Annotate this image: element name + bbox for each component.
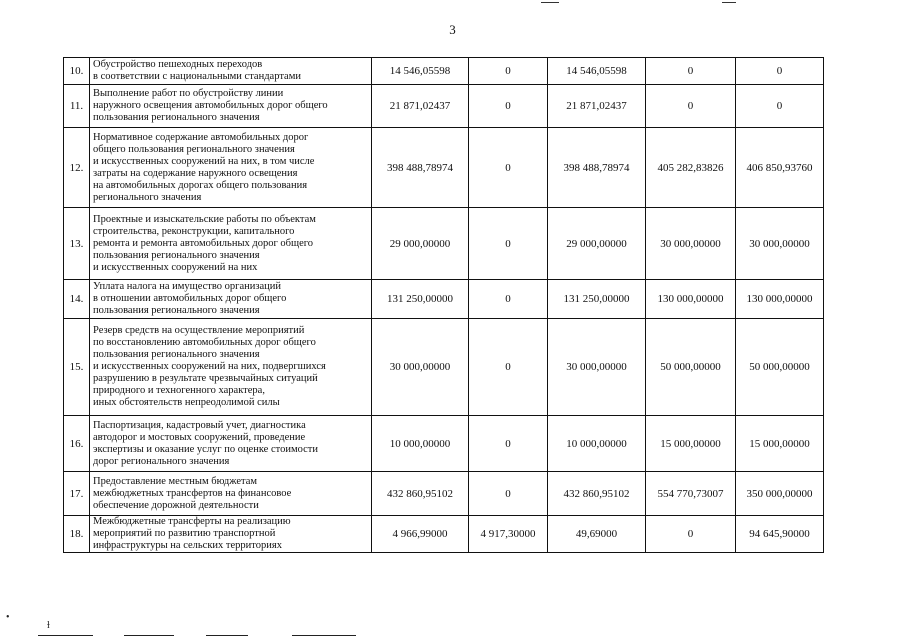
row-number: 18. [64, 516, 90, 553]
description-line: по восстановлению автомобильных дорог общего [93, 337, 316, 348]
page-number: 3 [449, 22, 456, 37]
budget-table [63, 57, 824, 553]
description-line: в отношении автомобильных дорог общего [93, 293, 287, 304]
amount-cell: 554 770,73007 [646, 472, 736, 516]
description-line: экспертизы и оказание услуг по оценке стоимости [93, 443, 318, 455]
row-number: 16. [64, 416, 90, 472]
table-row [64, 128, 824, 208]
description-line: пользования регионального значения [93, 112, 260, 123]
description-line: Межбюджетные трансферты на реализацию [93, 516, 291, 527]
amount-cell: 10 000,00000 [372, 416, 469, 472]
amount-cell: 432 860,95102 [372, 472, 469, 516]
amount-cell: 50 000,00000 [736, 319, 824, 416]
row-description [90, 208, 372, 280]
amount-cell: 0 [469, 319, 548, 416]
table-row [64, 416, 824, 472]
amount-cell: 0 [646, 85, 736, 128]
description-line: Обустройство пешеходных переходов [93, 59, 263, 70]
description-line: наружного освещения автомобильных дорог общего [93, 100, 328, 111]
table-row [64, 85, 824, 128]
description-line: Нормативное содержание автомобильных дорог [93, 131, 309, 143]
amount-cell: 0 [469, 128, 548, 208]
description-line: Уплата налога на имущество организаций [93, 281, 282, 292]
amount-cell: 30 000,00000 [548, 319, 646, 416]
top-dash-right [722, 2, 736, 3]
description-line: и искусственных сооружений на них [93, 261, 258, 273]
row-description [90, 85, 372, 128]
description-line: регионального значения [93, 191, 202, 203]
description-line: автодорог и мостовых сооружений, проведение [93, 431, 306, 443]
row-description [90, 416, 372, 472]
description-line: обеспечение дорожной деятельности [93, 499, 259, 511]
amount-cell: 0 [736, 85, 824, 128]
description-line: дорог регионального значения [93, 455, 230, 467]
description-line: Резерв средств на осуществление мероприятий [93, 325, 305, 336]
amount-cell: 49,69000 [548, 516, 646, 553]
row-description [90, 319, 372, 416]
description-line: общего пользования регионального значения [93, 143, 295, 155]
row-number: 12. [64, 128, 90, 208]
amount-cell: 50 000,00000 [646, 319, 736, 416]
row-number: 11. [64, 85, 90, 128]
amount-cell: 398 488,78974 [372, 128, 469, 208]
amount-cell: 14 546,05598 [548, 58, 646, 85]
amount-cell: 432 860,95102 [548, 472, 646, 516]
description-line: затраты на содержание наружного освещения [93, 167, 298, 179]
row-number: 10. [64, 58, 90, 85]
description-line: инфраструктуры на сельских территориях [93, 540, 282, 551]
amount-cell: 0 [469, 416, 548, 472]
amount-cell: 30 000,00000 [736, 208, 824, 280]
amount-cell: 14 546,05598 [372, 58, 469, 85]
amount-cell: 130 000,00000 [736, 280, 824, 319]
description-line: ремонта и ремонта автомобильных дорог общего [93, 237, 314, 249]
amount-cell: 94 645,90000 [736, 516, 824, 553]
amount-cell: 30 000,00000 [372, 319, 469, 416]
amount-cell: 29 000,00000 [548, 208, 646, 280]
amount-cell: 131 250,00000 [372, 280, 469, 319]
table-row [64, 208, 824, 280]
row-number: 14. [64, 280, 90, 319]
footer-line [206, 635, 248, 636]
corner-mark: ɫ [47, 620, 50, 631]
amount-cell: 15 000,00000 [646, 416, 736, 472]
amount-cell: 0 [646, 516, 736, 553]
description-line: и искусственных сооружений на них, в том числе [93, 155, 315, 167]
amount-cell: 130 000,00000 [646, 280, 736, 319]
amount-cell: 4 966,99000 [372, 516, 469, 553]
amount-cell: 21 871,02437 [548, 85, 646, 128]
amount-cell: 4 917,30000 [469, 516, 548, 553]
description-line: Паспортизация, кадастровый учет, диагностика [93, 419, 306, 431]
top-dash-left [541, 2, 559, 3]
footer-line [38, 635, 93, 636]
description-line: строительства, реконструкции, капитального [93, 225, 295, 237]
amount-cell: 0 [469, 85, 548, 128]
description-line: Выполнение работ по обустройству линии [93, 88, 284, 99]
amount-cell: 405 282,83826 [646, 128, 736, 208]
corner-mark: • [6, 612, 10, 623]
description-line: разрушению в результате чрезвычайных ситуаций [93, 373, 318, 384]
description-line: в соответствии с национальными стандартами [93, 71, 301, 82]
amount-cell: 0 [469, 208, 548, 280]
row-description [90, 516, 372, 553]
row-description [90, 58, 372, 85]
table-row [64, 472, 824, 516]
description-line: пользования регионального значения [93, 349, 260, 360]
description-line: природного и техногенного характера, [93, 385, 265, 396]
description-line: межбюджетных трансфертов на финансовое [93, 487, 292, 499]
amount-cell: 30 000,00000 [646, 208, 736, 280]
footer-line [124, 635, 174, 636]
amount-cell: 21 871,02437 [372, 85, 469, 128]
row-number: 15. [64, 319, 90, 416]
amount-cell: 15 000,00000 [736, 416, 824, 472]
description-line: мероприятий по развитию транспортной [93, 528, 276, 539]
table-row [64, 58, 824, 85]
row-number: 17. [64, 472, 90, 516]
amount-cell: 406 850,93760 [736, 128, 824, 208]
amount-cell: 0 [646, 58, 736, 85]
footer-line [292, 635, 356, 636]
amount-cell: 350 000,00000 [736, 472, 824, 516]
amount-cell: 29 000,00000 [372, 208, 469, 280]
table-row [64, 516, 824, 553]
description-line: иных обстоятельств непреодолимой силы [93, 397, 280, 408]
row-description [90, 472, 372, 516]
row-description [90, 128, 372, 208]
amount-cell: 0 [469, 472, 548, 516]
amount-cell: 398 488,78974 [548, 128, 646, 208]
amount-cell: 131 250,00000 [548, 280, 646, 319]
description-line: на автомобильных дорогах общего пользования [93, 179, 308, 191]
amount-cell: 10 000,00000 [548, 416, 646, 472]
amount-cell: 0 [736, 58, 824, 85]
row-number: 13. [64, 208, 90, 280]
description-line: пользования регионального значения [93, 305, 260, 316]
description-line: и искусственных сооружений на них, подвергшихся [93, 361, 326, 372]
row-description [90, 280, 372, 319]
table-row [64, 319, 824, 416]
amount-cell: 0 [469, 280, 548, 319]
description-line: Проектные и изыскательские работы по объектам [93, 213, 316, 225]
table-row [64, 280, 824, 319]
amount-cell: 0 [469, 58, 548, 85]
description-line: Предоставление местным бюджетам [93, 475, 258, 487]
description-line: пользования регионального значения [93, 249, 260, 261]
table-body [64, 58, 824, 553]
